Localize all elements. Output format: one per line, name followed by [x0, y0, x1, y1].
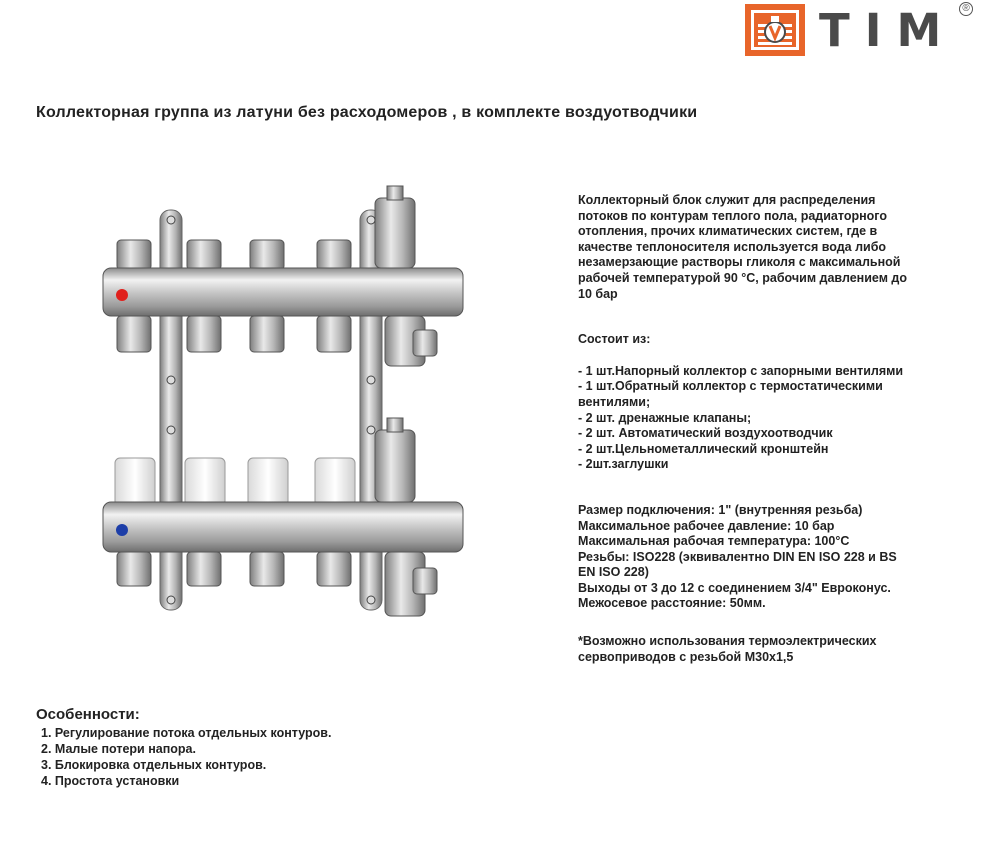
- features-block: [36, 707, 456, 789]
- spec-line: EN ISO 228): [578, 565, 649, 580]
- intro-line: 10 бар: [578, 286, 618, 301]
- note-block: [578, 634, 978, 665]
- specs-block: [578, 503, 978, 612]
- list-item: - 1 шт.Обратный коллектор с термостатическими: [578, 379, 883, 394]
- intro-line: качестве теплоносителя используется вода либо: [578, 239, 887, 254]
- page-title: Коллекторная группа из латуни без расходомеров , в комплекте воздуотводчики: [36, 104, 698, 121]
- list-item: 3. Блокировка отдельных контуров.: [41, 758, 267, 772]
- spec-line: Размер подключения: 1" (внутренняя резьба): [578, 502, 863, 517]
- manifold-product-image: [95, 180, 465, 640]
- list-item: 2. Малые потери напора.: [41, 742, 196, 756]
- list-item: - 2 шт. дренажные клапаны;: [578, 410, 752, 425]
- intro-line: Коллекторный блок служит для распределения: [578, 193, 876, 207]
- note-line: сервоприводов с резьбой М30х1,5: [578, 649, 794, 664]
- list-item: 1. Регулирование потока отдельных контуров.: [41, 726, 332, 740]
- logo-text: TIM: [819, 4, 957, 57]
- list-item: - 2 шт.Цельнометаллический кронштейн: [578, 441, 829, 456]
- list-item: - 1 шт.Напорный коллектор с запорными вентилями: [578, 363, 904, 378]
- list-item: вентилями;: [578, 394, 651, 409]
- intro-line: незамерзающие растворы гликоля с максимальной: [578, 255, 901, 270]
- contents-list: [578, 364, 978, 473]
- intro-line: потоков по контурам теплого пола, радиаторного: [578, 208, 887, 223]
- spec-line: Межосевое расстояние: 50мм.: [578, 596, 766, 611]
- brand-logo: [745, 4, 975, 56]
- note-line: *Возможно использования термоэлектрических: [578, 634, 877, 649]
- intro-paragraph: [578, 193, 978, 302]
- spec-line: Резьбы: ISO228 (эквивалентно DIN EN ISO 228 и BS: [578, 549, 897, 564]
- intro-line: рабочей температурой 90 °С, рабочим давлением до: [578, 270, 907, 285]
- features-heading: Особенности:: [36, 706, 140, 723]
- registered-mark: ®: [959, 2, 973, 16]
- spec-line: Выходы от 3 до 12 с соединением 3/4" Евроконус.: [578, 580, 891, 595]
- list-item: 4. Простота установки: [41, 774, 180, 788]
- features-list: [36, 725, 456, 789]
- spec-line: Максимальная рабочая температура: 100°С: [578, 534, 850, 549]
- description-block: [578, 193, 978, 665]
- list-item: - 2шт.заглушки: [578, 457, 669, 472]
- list-item: - 2 шт. Автоматический воздухоотводчик: [578, 426, 833, 441]
- contents-heading: Состоит из:: [578, 332, 651, 347]
- intro-line: отопления, прочих климатических систем, где в: [578, 224, 878, 239]
- spec-line: Максимальное рабочее давление: 10 бар: [578, 518, 835, 533]
- tim-logo-icon: [745, 4, 805, 56]
